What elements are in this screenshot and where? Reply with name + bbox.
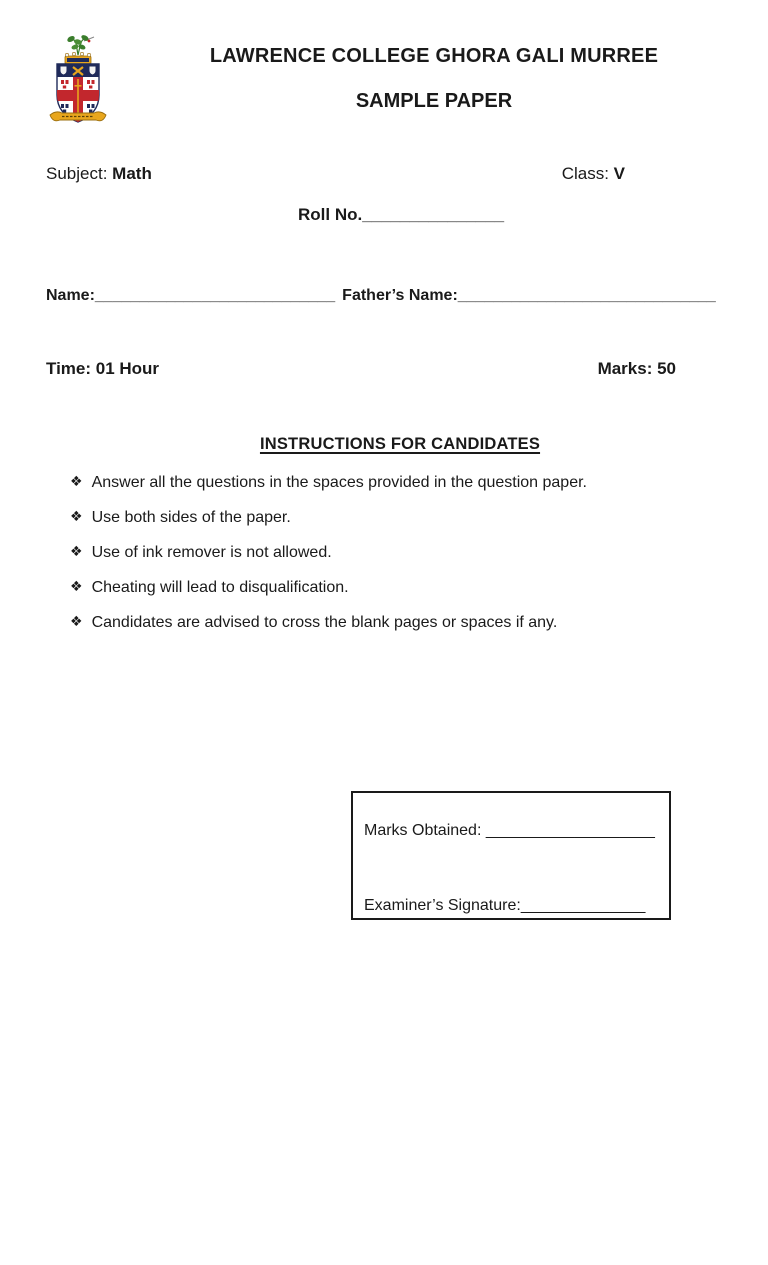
name-label: Name: bbox=[46, 287, 95, 304]
roll-no-blank: _______________ bbox=[362, 205, 505, 224]
paper-type-title: SAMPLE PAPER bbox=[355, 90, 513, 112]
diamond-bullet-icon: ❖ bbox=[70, 543, 83, 559]
instructions-heading: INSTRUCTIONS FOR CANDIDATES bbox=[259, 435, 541, 453]
subject-class-row bbox=[46, 164, 625, 184]
marks-obtained-blank: ___________________ bbox=[485, 822, 655, 839]
name-blank: ___________________________ bbox=[94, 287, 336, 304]
college-name-title: LAWRENCE COLLEGE GHORA GALI MURREE bbox=[209, 45, 659, 67]
marks-value: Marks: 50 bbox=[597, 359, 676, 378]
instruction-text: Candidates are advised to cross the blank pages or spaces if any. bbox=[91, 614, 558, 631]
crest-scroll bbox=[50, 112, 106, 121]
diamond-bullet-icon: ❖ bbox=[70, 613, 83, 629]
instruction-item bbox=[70, 472, 587, 493]
class-label: Class: bbox=[561, 164, 609, 183]
examiner-signature-blank: ______________ bbox=[520, 897, 646, 914]
time-value: Time: 01 Hour bbox=[46, 359, 160, 378]
name-row bbox=[46, 287, 716, 305]
instruction-list bbox=[70, 472, 587, 647]
instruction-item bbox=[70, 507, 587, 528]
class-value: V bbox=[613, 164, 625, 183]
subject-label: Subject: bbox=[46, 164, 108, 183]
instruction-text: Cheating will lead to disqualification. bbox=[91, 579, 349, 596]
instruction-item bbox=[70, 577, 587, 598]
diamond-bullet-icon: ❖ bbox=[70, 508, 83, 524]
father-name-blank: _____________________________ bbox=[457, 287, 716, 304]
subject-value: Math bbox=[112, 164, 152, 183]
examiner-signature-label: Examiner’s Signature: bbox=[364, 897, 521, 914]
marks-obtained-row bbox=[364, 822, 669, 840]
instruction-text: Use both sides of the paper. bbox=[91, 509, 291, 526]
examiner-signature-row bbox=[364, 897, 669, 915]
instruction-text: Answer all the questions in the spaces provided in the question paper. bbox=[91, 474, 587, 491]
diamond-bullet-icon: ❖ bbox=[70, 473, 83, 489]
instruction-text: Use of ink remover is not allowed. bbox=[91, 544, 332, 561]
father-name-label: Father’s Name: bbox=[342, 287, 458, 304]
marks-obtained-label: Marks Obtained: bbox=[364, 822, 482, 839]
instruction-item bbox=[70, 612, 587, 633]
roll-no-label: Roll No. bbox=[298, 205, 363, 224]
marks-box bbox=[351, 791, 671, 920]
time-marks-row bbox=[46, 359, 676, 379]
class-field bbox=[562, 164, 625, 184]
diamond-bullet-icon: ❖ bbox=[70, 578, 83, 594]
instruction-item bbox=[70, 542, 587, 563]
subject-field bbox=[46, 164, 152, 184]
roll-no-row bbox=[298, 205, 504, 225]
